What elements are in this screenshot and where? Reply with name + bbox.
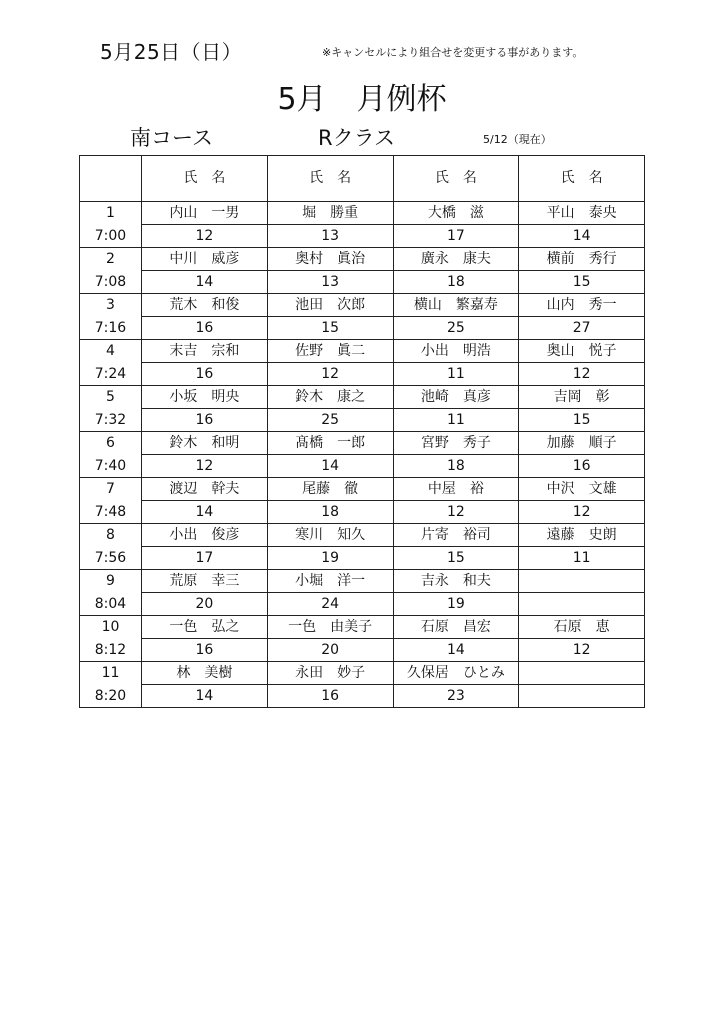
player-handicap: 18 (267, 501, 393, 524)
group-handicap-row (80, 593, 645, 616)
group-name-row (80, 478, 645, 501)
player-name: 遠藤 史朗 (519, 524, 645, 547)
group-number: 6 (80, 432, 142, 455)
group-handicap-row (80, 685, 645, 708)
group-number: 10 (80, 616, 142, 639)
page-title: 5月 月例杯 (277, 82, 447, 117)
player-handicap: 11 (519, 547, 645, 570)
group-name-row (80, 432, 645, 455)
player-handicap: 14 (142, 685, 268, 708)
group-name-row (80, 662, 645, 685)
name-column-header: 氏 名 (519, 156, 645, 202)
player-handicap: 27 (519, 317, 645, 340)
player-handicap: 12 (142, 225, 268, 248)
player-name: 小堀 洋一 (267, 570, 393, 593)
player-name: 小坂 明央 (142, 386, 268, 409)
player-handicap: 12 (519, 501, 645, 524)
player-handicap: 18 (393, 455, 519, 478)
player-name: 奥山 悦子 (519, 340, 645, 363)
player-name: 鈴木 和明 (142, 432, 268, 455)
player-handicap: 16 (142, 317, 268, 340)
player-handicap: 15 (519, 271, 645, 294)
group-number: 4 (80, 340, 142, 363)
player-name: 佐野 眞二 (267, 340, 393, 363)
player-name: 石原 昌宏 (393, 616, 519, 639)
pairing-table (79, 155, 645, 708)
group-handicap-row (80, 271, 645, 294)
group-handicap-row (80, 547, 645, 570)
player-handicap: 23 (393, 685, 519, 708)
player-handicap: 14 (393, 639, 519, 662)
player-name: 大橋 滋 (393, 202, 519, 225)
player-name: 中川 威彦 (142, 248, 268, 271)
as-of-date: 5/12（現在） (483, 133, 552, 146)
player-name: 石原 恵 (519, 616, 645, 639)
class-name: Rクラス (318, 126, 395, 150)
player-name: 吉岡 彰 (519, 386, 645, 409)
player-name: 林 美樹 (142, 662, 268, 685)
player-name: 奥村 眞治 (267, 248, 393, 271)
player-name: 髙橋 一郎 (267, 432, 393, 455)
player-name: 池田 次郎 (267, 294, 393, 317)
player-handicap: 25 (267, 409, 393, 432)
player-handicap: 12 (393, 501, 519, 524)
player-name: 尾藤 徹 (267, 478, 393, 501)
player-name: 池崎 真彦 (393, 386, 519, 409)
player-handicap: 16 (142, 409, 268, 432)
player-name: 平山 泰央 (519, 202, 645, 225)
group-number: 5 (80, 386, 142, 409)
group-column-header (80, 156, 142, 202)
tee-time: 7:16 (80, 317, 142, 340)
player-name (519, 662, 645, 685)
group-name-row (80, 570, 645, 593)
group-handicap-row (80, 409, 645, 432)
player-handicap: 12 (519, 363, 645, 386)
course-name: 南コース (130, 126, 213, 150)
group-name-row (80, 524, 645, 547)
player-handicap: 19 (393, 593, 519, 616)
player-handicap: 16 (267, 685, 393, 708)
group-number: 7 (80, 478, 142, 501)
tee-time: 8:20 (80, 685, 142, 708)
player-handicap: 12 (267, 363, 393, 386)
player-handicap: 13 (267, 225, 393, 248)
player-name: 末吉 宗和 (142, 340, 268, 363)
group-number: 9 (80, 570, 142, 593)
player-handicap: 13 (267, 271, 393, 294)
player-name: 山内 秀一 (519, 294, 645, 317)
name-column-header: 氏 名 (393, 156, 519, 202)
player-name: 一色 弘之 (142, 616, 268, 639)
tee-time: 7:56 (80, 547, 142, 570)
group-name-row (80, 386, 645, 409)
player-name: 加藤 順子 (519, 432, 645, 455)
player-handicap: 17 (142, 547, 268, 570)
player-name: 寒川 知久 (267, 524, 393, 547)
group-number: 11 (80, 662, 142, 685)
tee-time: 8:12 (80, 639, 142, 662)
player-handicap: 15 (393, 547, 519, 570)
group-name-row (80, 616, 645, 639)
group-name-row (80, 248, 645, 271)
player-name: 横前 秀行 (519, 248, 645, 271)
player-handicap: 18 (393, 271, 519, 294)
player-name: 渡辺 幹夫 (142, 478, 268, 501)
group-handicap-row (80, 317, 645, 340)
player-name: 内山 一男 (142, 202, 268, 225)
group-handicap-row (80, 363, 645, 386)
player-handicap: 15 (267, 317, 393, 340)
group-handicap-row (80, 639, 645, 662)
tee-time: 7:08 (80, 271, 142, 294)
player-name: 中屋 裕 (393, 478, 519, 501)
player-handicap (519, 593, 645, 616)
player-handicap: 25 (393, 317, 519, 340)
group-number: 8 (80, 524, 142, 547)
group-number: 1 (80, 202, 142, 225)
tee-time: 8:04 (80, 593, 142, 616)
player-handicap: 12 (142, 455, 268, 478)
player-name: 小出 明浩 (393, 340, 519, 363)
player-name: 片寄 裕司 (393, 524, 519, 547)
group-number: 2 (80, 248, 142, 271)
player-name: 堀 勝重 (267, 202, 393, 225)
tee-time: 7:48 (80, 501, 142, 524)
player-handicap: 19 (267, 547, 393, 570)
player-name: 久保居 ひとみ (393, 662, 519, 685)
tee-time: 7:32 (80, 409, 142, 432)
player-handicap: 14 (267, 455, 393, 478)
group-name-row (80, 202, 645, 225)
player-handicap: 14 (142, 271, 268, 294)
player-handicap (519, 685, 645, 708)
player-handicap: 11 (393, 363, 519, 386)
event-date: 5月25日（日） (100, 40, 243, 64)
player-name (519, 570, 645, 593)
player-name: 鈴木 康之 (267, 386, 393, 409)
player-handicap: 14 (519, 225, 645, 248)
player-name: 横山 繁嘉寿 (393, 294, 519, 317)
group-name-row (80, 294, 645, 317)
tee-time: 7:24 (80, 363, 142, 386)
group-handicap-row (80, 225, 645, 248)
player-handicap: 24 (267, 593, 393, 616)
cancellation-notice: ※キャンセルにより組合せを変更する事があります。 (322, 46, 584, 59)
player-name: 荒木 和俊 (142, 294, 268, 317)
group-name-row (80, 340, 645, 363)
player-handicap: 16 (142, 639, 268, 662)
player-name: 宮野 秀子 (393, 432, 519, 455)
player-handicap: 16 (519, 455, 645, 478)
pairing-table-body (80, 202, 645, 708)
player-name: 一色 由美子 (267, 616, 393, 639)
name-column-header: 氏 名 (267, 156, 393, 202)
player-name: 廣永 康夫 (393, 248, 519, 271)
player-handicap: 16 (142, 363, 268, 386)
player-handicap: 11 (393, 409, 519, 432)
group-handicap-row (80, 501, 645, 524)
table-header-row (80, 156, 645, 202)
player-name: 永田 妙子 (267, 662, 393, 685)
group-handicap-row (80, 455, 645, 478)
player-handicap: 12 (519, 639, 645, 662)
tee-time: 7:00 (80, 225, 142, 248)
player-name: 小出 俊彦 (142, 524, 268, 547)
player-handicap: 15 (519, 409, 645, 432)
player-name: 中沢 文雄 (519, 478, 645, 501)
tee-time: 7:40 (80, 455, 142, 478)
player-handicap: 17 (393, 225, 519, 248)
group-number: 3 (80, 294, 142, 317)
name-column-header: 氏 名 (142, 156, 268, 202)
player-handicap: 20 (142, 593, 268, 616)
player-handicap: 20 (267, 639, 393, 662)
player-name: 吉永 和夫 (393, 570, 519, 593)
player-handicap: 14 (142, 501, 268, 524)
player-name: 荒原 幸三 (142, 570, 268, 593)
